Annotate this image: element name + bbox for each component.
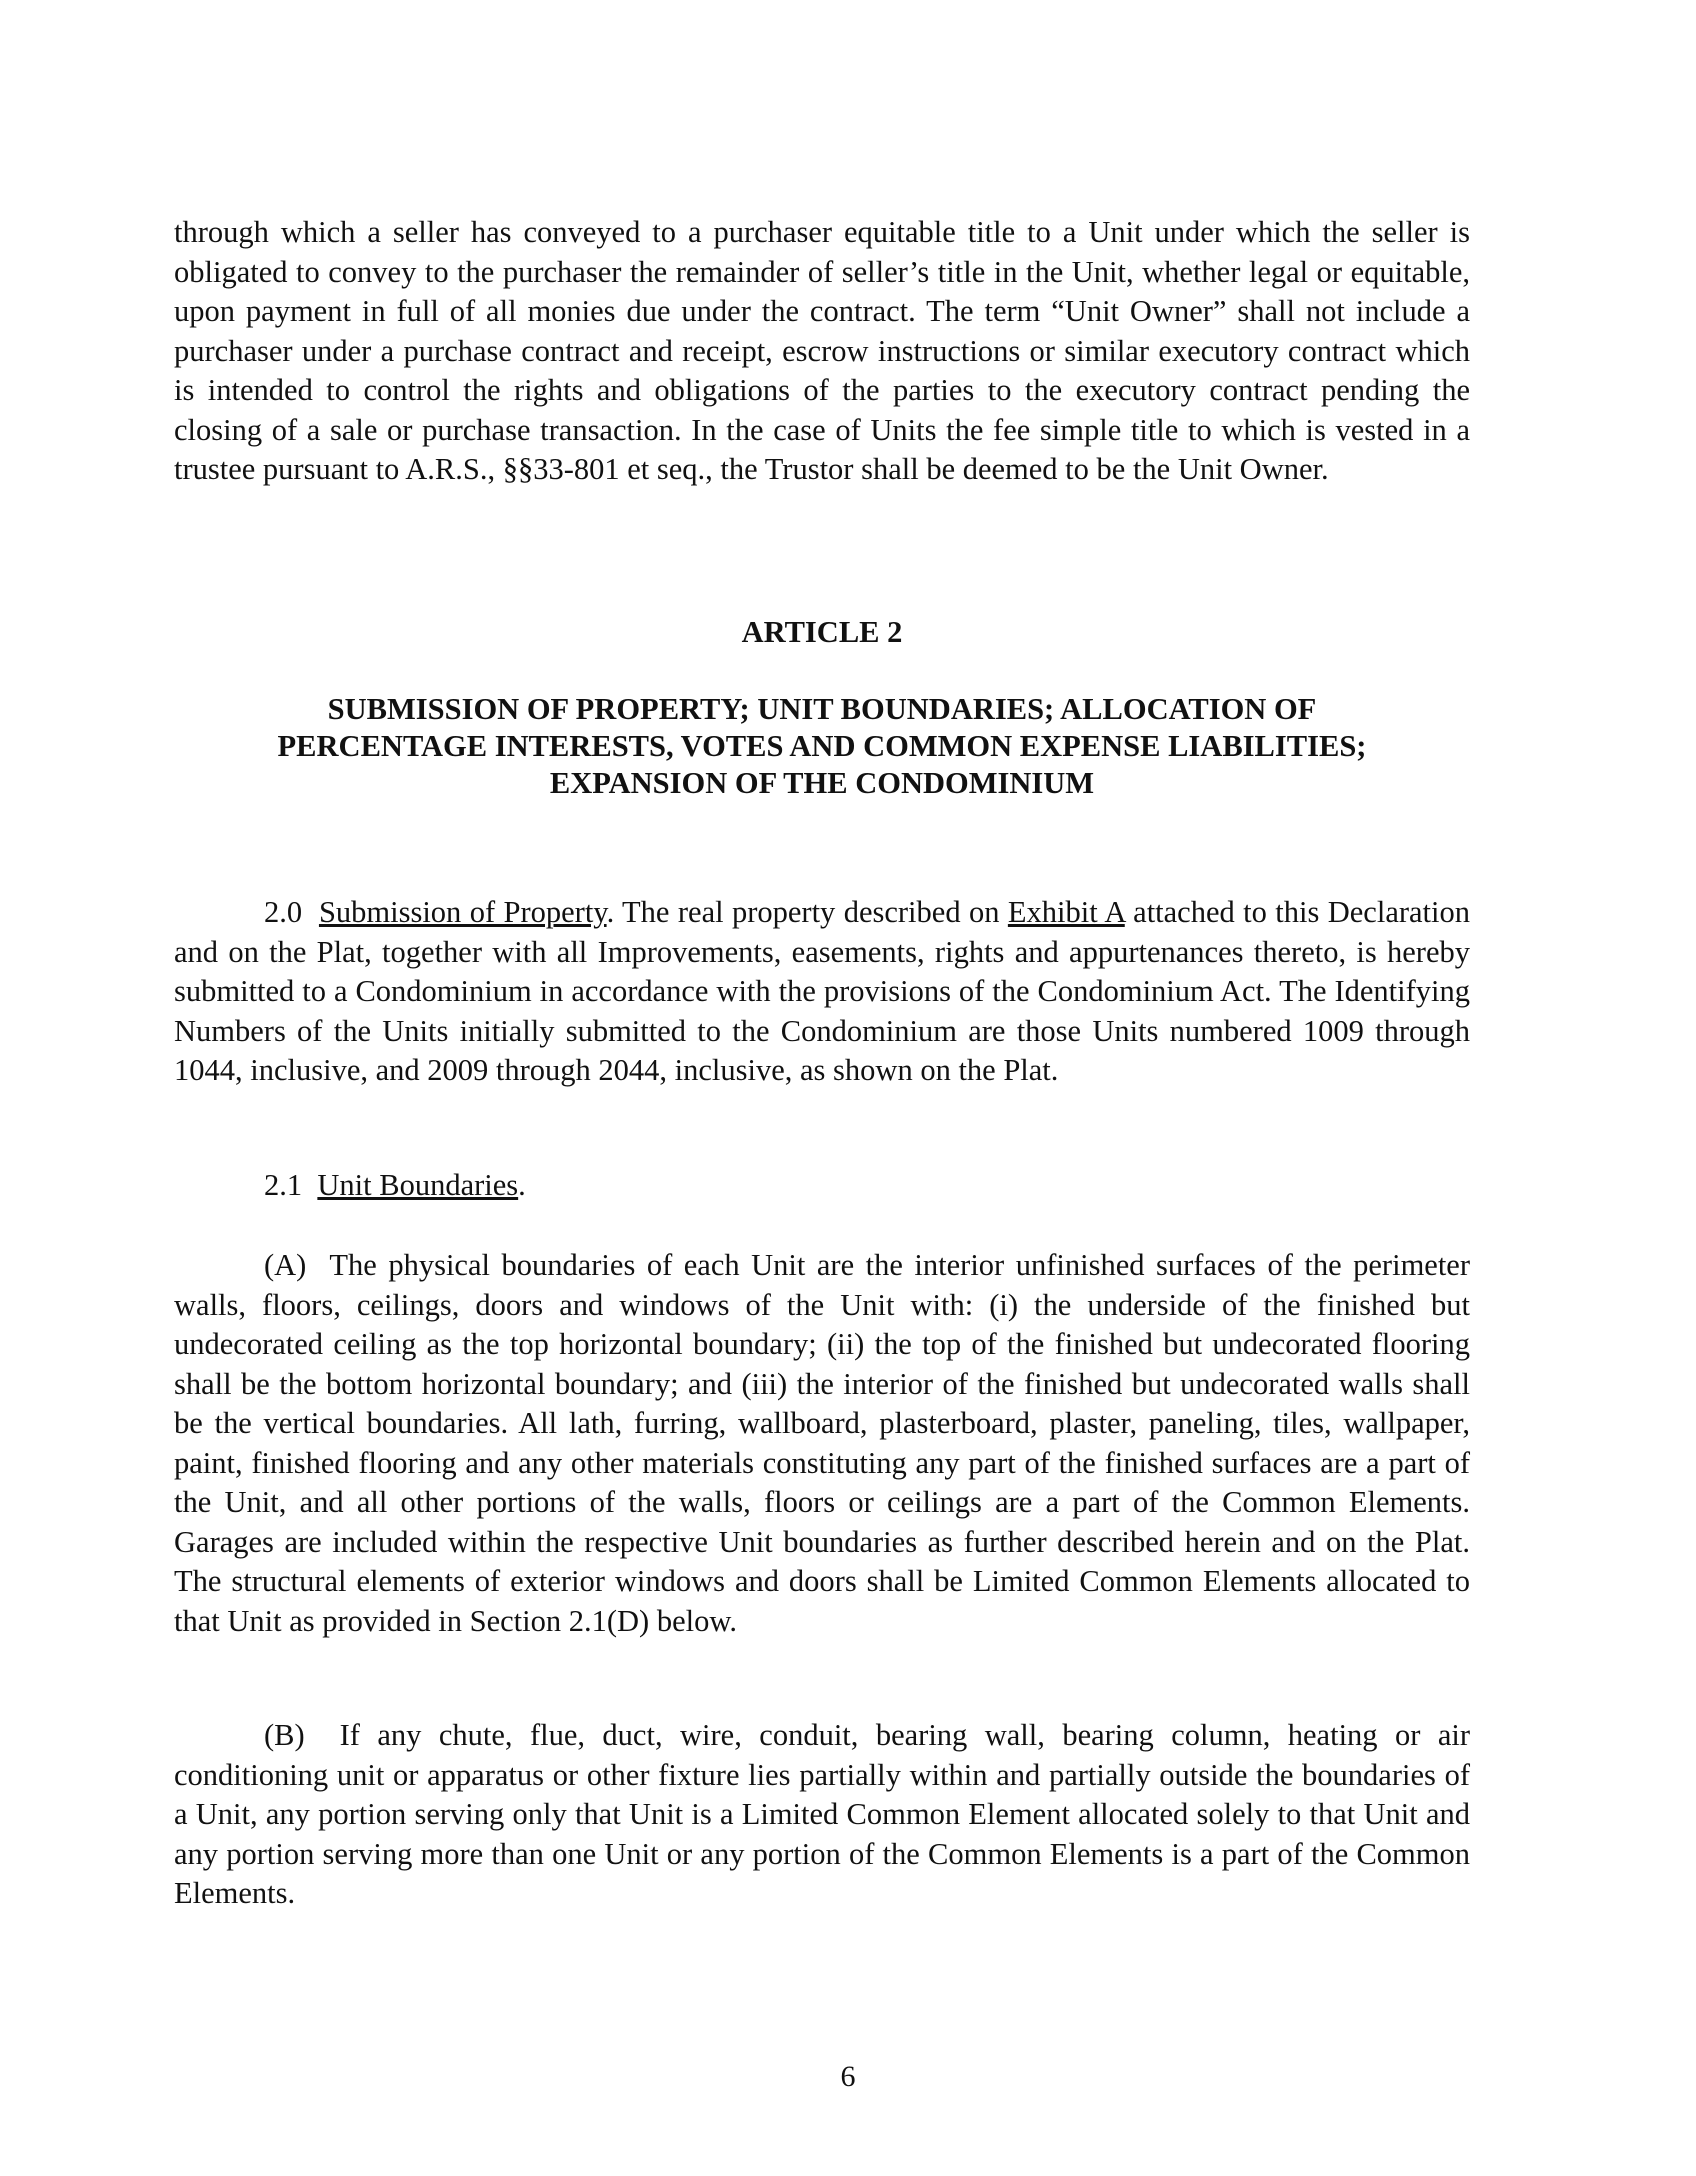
paragraph-b bbox=[174, 1716, 1470, 1914]
article-heading-line-2: PERCENTAGE INTERESTS, VOTES AND COMMON EXPENSE LIABILITIES; bbox=[277, 729, 1367, 763]
section-2-1-heading bbox=[174, 1166, 1470, 1206]
article-heading-line-1: SUBMISSION OF PROPERTY; UNIT BOUNDARIES; ALLOCATION OF bbox=[327, 692, 1317, 726]
section-2-1-number: 2.1 bbox=[264, 1168, 303, 1202]
section-2-1-title: Unit Boundaries bbox=[317, 1168, 519, 1202]
page-number: 6 bbox=[840, 2060, 856, 2093]
article-heading-line-3: EXPANSION OF THE CONDOMINIUM bbox=[549, 766, 1095, 800]
article-number: ARTICLE 2 bbox=[741, 615, 903, 649]
paragraph-b-text: If any chute, flue, duct, wire, conduit, bearing wall, bearing column, heating or air conditioning unit or apparatus or other fixture lies partially within and partially outside the boundaries of a Unit, any portion serving only that Unit is a Limited Common Element allocated solely to that Unit and any portion serving more than one Unit or any portion of the Common Elements is a part of the Common Elements. bbox=[174, 1718, 1471, 1910]
exhibit-a-reference: Exhibit A bbox=[1007, 895, 1125, 929]
paragraph-a-label: (A) bbox=[264, 1248, 307, 1282]
paragraph-a-text: The physical boundaries of each Unit are the interior unfinished surfaces of the perimeter walls, floors, ceilings, doors and windows of the Unit with: (i) the underside of the finished but undecorated ceiling as the top horizontal boundary; (ii) the top of the finished but undecorated flooring shall be the bottom horizontal boundary; and (iii) the interior of the finished but undecorated walls shall be the vertical boundaries. All lath, furring, wallboard, plasterboard, plaster, paneling, tiles, wallpaper, paint, finished flooring and any other materials constituting any part of the finished surfaces are a part of the Unit, and all other portions of the walls, floors or ceilings are a part of the Common Elements. Garages are included within the respective Unit boundaries as further described herein and on the Plat. The structural elements of exterior windows and doors shall be Limited Common Elements allocated to that Unit as provided in Section 2.1(D) below. bbox=[174, 1248, 1470, 1638]
section-2-0-number: 2.0 bbox=[264, 895, 303, 929]
paragraph-b-label: (B) bbox=[264, 1718, 305, 1752]
section-2-0-title: Submission of Property bbox=[318, 895, 607, 929]
intro-paragraph bbox=[174, 213, 1470, 490]
intro-text: through which a seller has conveyed to a purchaser equitable title to a Unit under which the seller is obligated to convey to the purchaser the remainder of seller’s title in the Unit, whether legal or equitable, upon payment in full of all monies due under the contract. The term “Unit Owner” shall not include a purchaser under a purchase contract and receipt, escrow instructions or similar executory contract which is intended to control the rights and obligations of the parties to the executory contract pending the closing of a sale or purchase transaction. In the case of Units the fee simple title to which is vested in a trustee pursuant to A.R.S., §§33-801 et seq., the Trustor shall be deemed to be the Unit Owner. bbox=[174, 215, 1470, 486]
paragraph-a bbox=[174, 1246, 1470, 1641]
section-2-1-title-suffix: . bbox=[518, 1168, 526, 1202]
article-heading bbox=[174, 691, 1470, 802]
section-2-0-text-part1: . The real property described on bbox=[606, 895, 1008, 929]
section-2-0-paragraph bbox=[174, 893, 1470, 1091]
section-2-0-text-part2: attached to this Declaration and on the Plat, together with all Improvements, easements, rights and appurtenances thereto, is hereby submitted to a Condominium in accordance with the provisions of the Condominium Act. The Identifying Numbers of the Units initially submitted to the Condominium are those Units numbered 1009 through 1044, inclusive, and 2009 through 2044, inclusive, as shown on the Plat. bbox=[174, 895, 1470, 1087]
